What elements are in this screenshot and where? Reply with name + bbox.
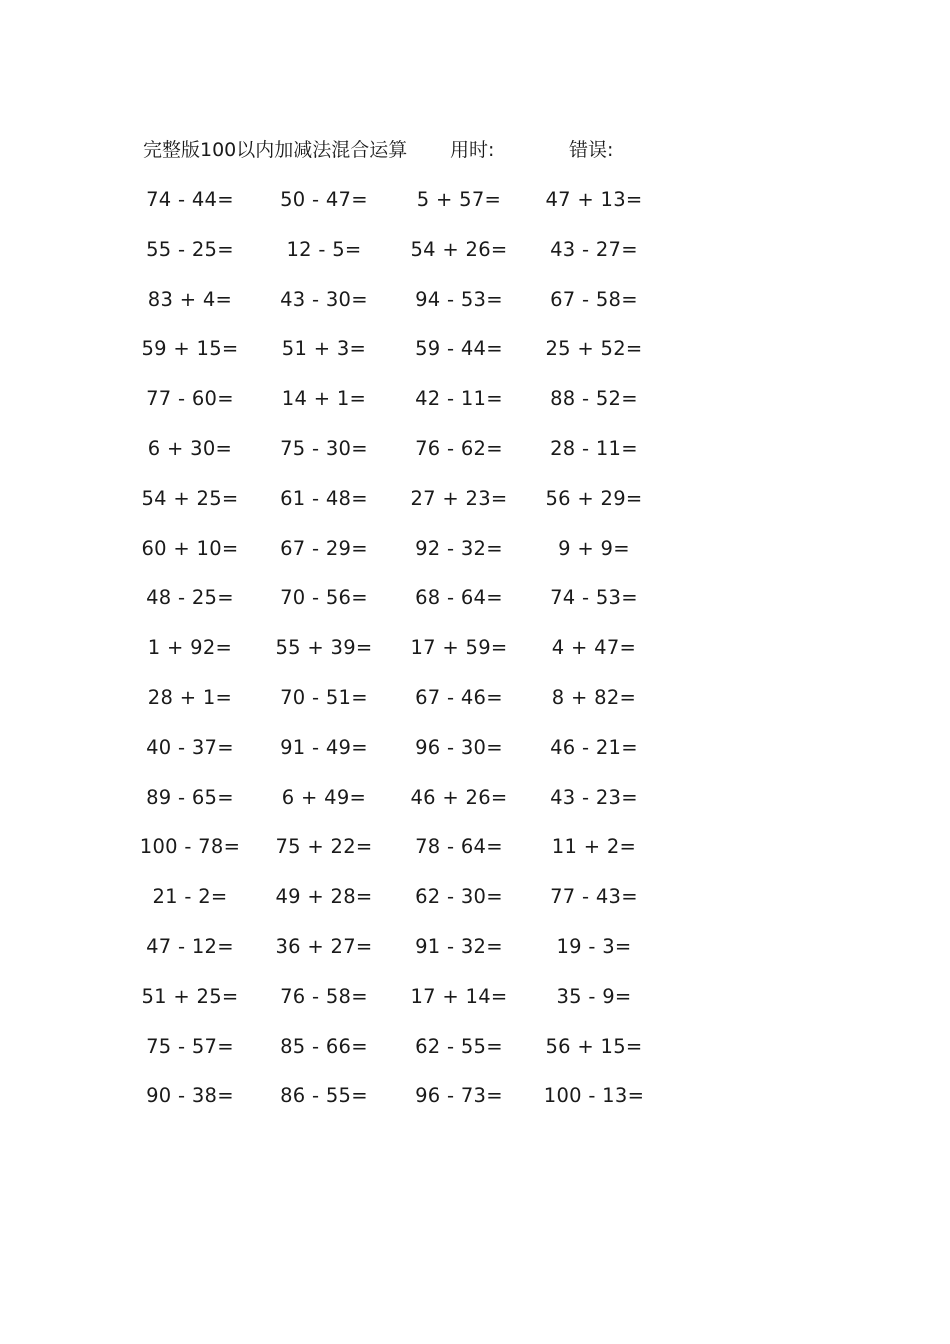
problem-cell: 96 - 30= <box>415 735 503 759</box>
problem-cell: 48 - 25= <box>146 586 234 610</box>
problem-row <box>0 233 950 283</box>
problem-row <box>0 183 950 233</box>
problem-cell: 25 + 52= <box>545 337 643 361</box>
problem-cell: 50 - 47= <box>280 188 368 211</box>
problem-cell: 42 - 11= <box>415 387 503 411</box>
problem-cell: 36 + 27= <box>275 934 373 958</box>
problem-cell: 47 + 13= <box>545 188 643 211</box>
problem-cell: 17 + 59= <box>410 636 508 660</box>
errors-label: 错误: <box>569 139 614 161</box>
problem-cell: 67 - 58= <box>550 287 638 311</box>
problem-cell: 59 - 44= <box>415 337 503 361</box>
problem-row <box>0 283 950 333</box>
problem-row <box>0 332 950 382</box>
problem-cell: 70 - 51= <box>280 685 368 709</box>
problem-cell: 67 - 29= <box>280 536 368 560</box>
problem-cell: 62 - 55= <box>415 1034 503 1058</box>
problem-cell: 83 + 4= <box>147 287 233 311</box>
problem-cell: 43 - 30= <box>280 287 368 311</box>
problem-cell: 56 + 29= <box>545 486 643 510</box>
problem-cell: 17 + 14= <box>410 984 508 1008</box>
problem-cell: 6 + 49= <box>281 785 367 809</box>
problem-cell: 86 - 55= <box>280 1084 368 1108</box>
problem-cell: 43 - 27= <box>550 237 638 261</box>
problem-cell: 9 + 9= <box>558 536 630 560</box>
problem-cell: 46 - 21= <box>550 735 638 759</box>
problem-row <box>0 1079 950 1129</box>
problem-cell: 90 - 38= <box>146 1084 234 1108</box>
problem-cell: 54 + 25= <box>141 486 239 510</box>
problem-cell: 62 - 30= <box>415 885 503 909</box>
problem-cell: 85 - 66= <box>280 1034 368 1058</box>
problem-cell: 55 - 25= <box>146 237 234 261</box>
problem-cell: 77 - 43= <box>550 885 638 909</box>
problem-cell: 40 - 37= <box>146 735 234 759</box>
worksheet-title: 完整版100以内加减法混合运算 <box>143 139 408 161</box>
worksheet-header <box>143 136 763 164</box>
problem-cell: 4 + 47= <box>551 636 637 660</box>
problem-cell: 28 + 1= <box>147 685 233 709</box>
problem-cell: 1 + 92= <box>147 636 233 660</box>
problem-cell: 27 + 23= <box>410 486 508 510</box>
problem-cell: 91 - 32= <box>415 934 503 958</box>
problem-cell: 43 - 23= <box>550 785 638 809</box>
problem-cell: 76 - 62= <box>415 436 503 460</box>
problem-cell: 70 - 56= <box>280 586 368 610</box>
problem-cell: 5 + 57= <box>416 188 502 211</box>
problem-cell: 92 - 32= <box>415 536 503 560</box>
problem-row <box>0 382 950 432</box>
problem-cell: 46 + 26= <box>410 785 508 809</box>
problem-row <box>0 1030 950 1080</box>
problem-cell: 49 + 28= <box>275 885 373 909</box>
problem-row <box>0 681 950 731</box>
problem-cell: 60 + 10= <box>141 536 239 560</box>
problem-cell: 55 + 39= <box>275 636 373 660</box>
problem-cell: 67 - 46= <box>415 685 503 709</box>
problem-cell: 54 + 26= <box>410 237 508 261</box>
problem-cell: 68 - 64= <box>415 586 503 610</box>
problem-row <box>0 482 950 532</box>
problem-cell: 100 - 13= <box>543 1084 645 1108</box>
problem-cell: 74 - 44= <box>146 188 234 211</box>
problem-cell: 11 + 2= <box>551 835 637 859</box>
problem-cell: 14 + 1= <box>281 387 367 411</box>
problem-cell: 76 - 58= <box>280 984 368 1008</box>
problem-row <box>0 532 950 582</box>
time-label: 用时: <box>450 139 495 161</box>
problem-cell: 77 - 60= <box>146 387 234 411</box>
problem-cell: 59 + 15= <box>141 337 239 361</box>
problem-cell: 51 + 25= <box>141 984 239 1008</box>
problem-cell: 88 - 52= <box>550 387 638 411</box>
problem-row <box>0 432 950 482</box>
problem-row <box>0 731 950 781</box>
problem-cell: 91 - 49= <box>280 735 368 759</box>
problem-row <box>0 930 950 980</box>
problem-row <box>0 880 950 930</box>
problem-cell: 100 - 78= <box>139 835 241 859</box>
problem-cell: 61 - 48= <box>280 486 368 510</box>
problem-cell: 78 - 64= <box>415 835 503 859</box>
problem-cell: 96 - 73= <box>415 1084 503 1108</box>
problem-cell: 74 - 53= <box>550 586 638 610</box>
problem-cell: 75 - 30= <box>280 436 368 460</box>
problem-cell: 21 - 2= <box>152 885 228 909</box>
problem-grid <box>0 183 950 1129</box>
problem-cell: 12 - 5= <box>286 237 362 261</box>
problem-row <box>0 581 950 631</box>
problem-cell: 19 - 3= <box>556 934 632 958</box>
problem-cell: 75 + 22= <box>275 835 373 859</box>
problem-cell: 47 - 12= <box>146 934 234 958</box>
problem-row <box>0 781 950 831</box>
problem-row <box>0 631 950 681</box>
problem-cell: 75 - 57= <box>146 1034 234 1058</box>
problem-cell: 28 - 11= <box>550 436 638 460</box>
problem-row <box>0 980 950 1030</box>
problem-cell: 35 - 9= <box>556 984 632 1008</box>
problem-cell: 8 + 82= <box>551 685 637 709</box>
problem-cell: 56 + 15= <box>545 1034 643 1058</box>
problem-cell: 6 + 30= <box>147 436 233 460</box>
problem-row <box>0 830 950 880</box>
problem-cell: 94 - 53= <box>415 287 503 311</box>
problem-cell: 89 - 65= <box>146 785 234 809</box>
problem-cell: 51 + 3= <box>281 337 367 361</box>
